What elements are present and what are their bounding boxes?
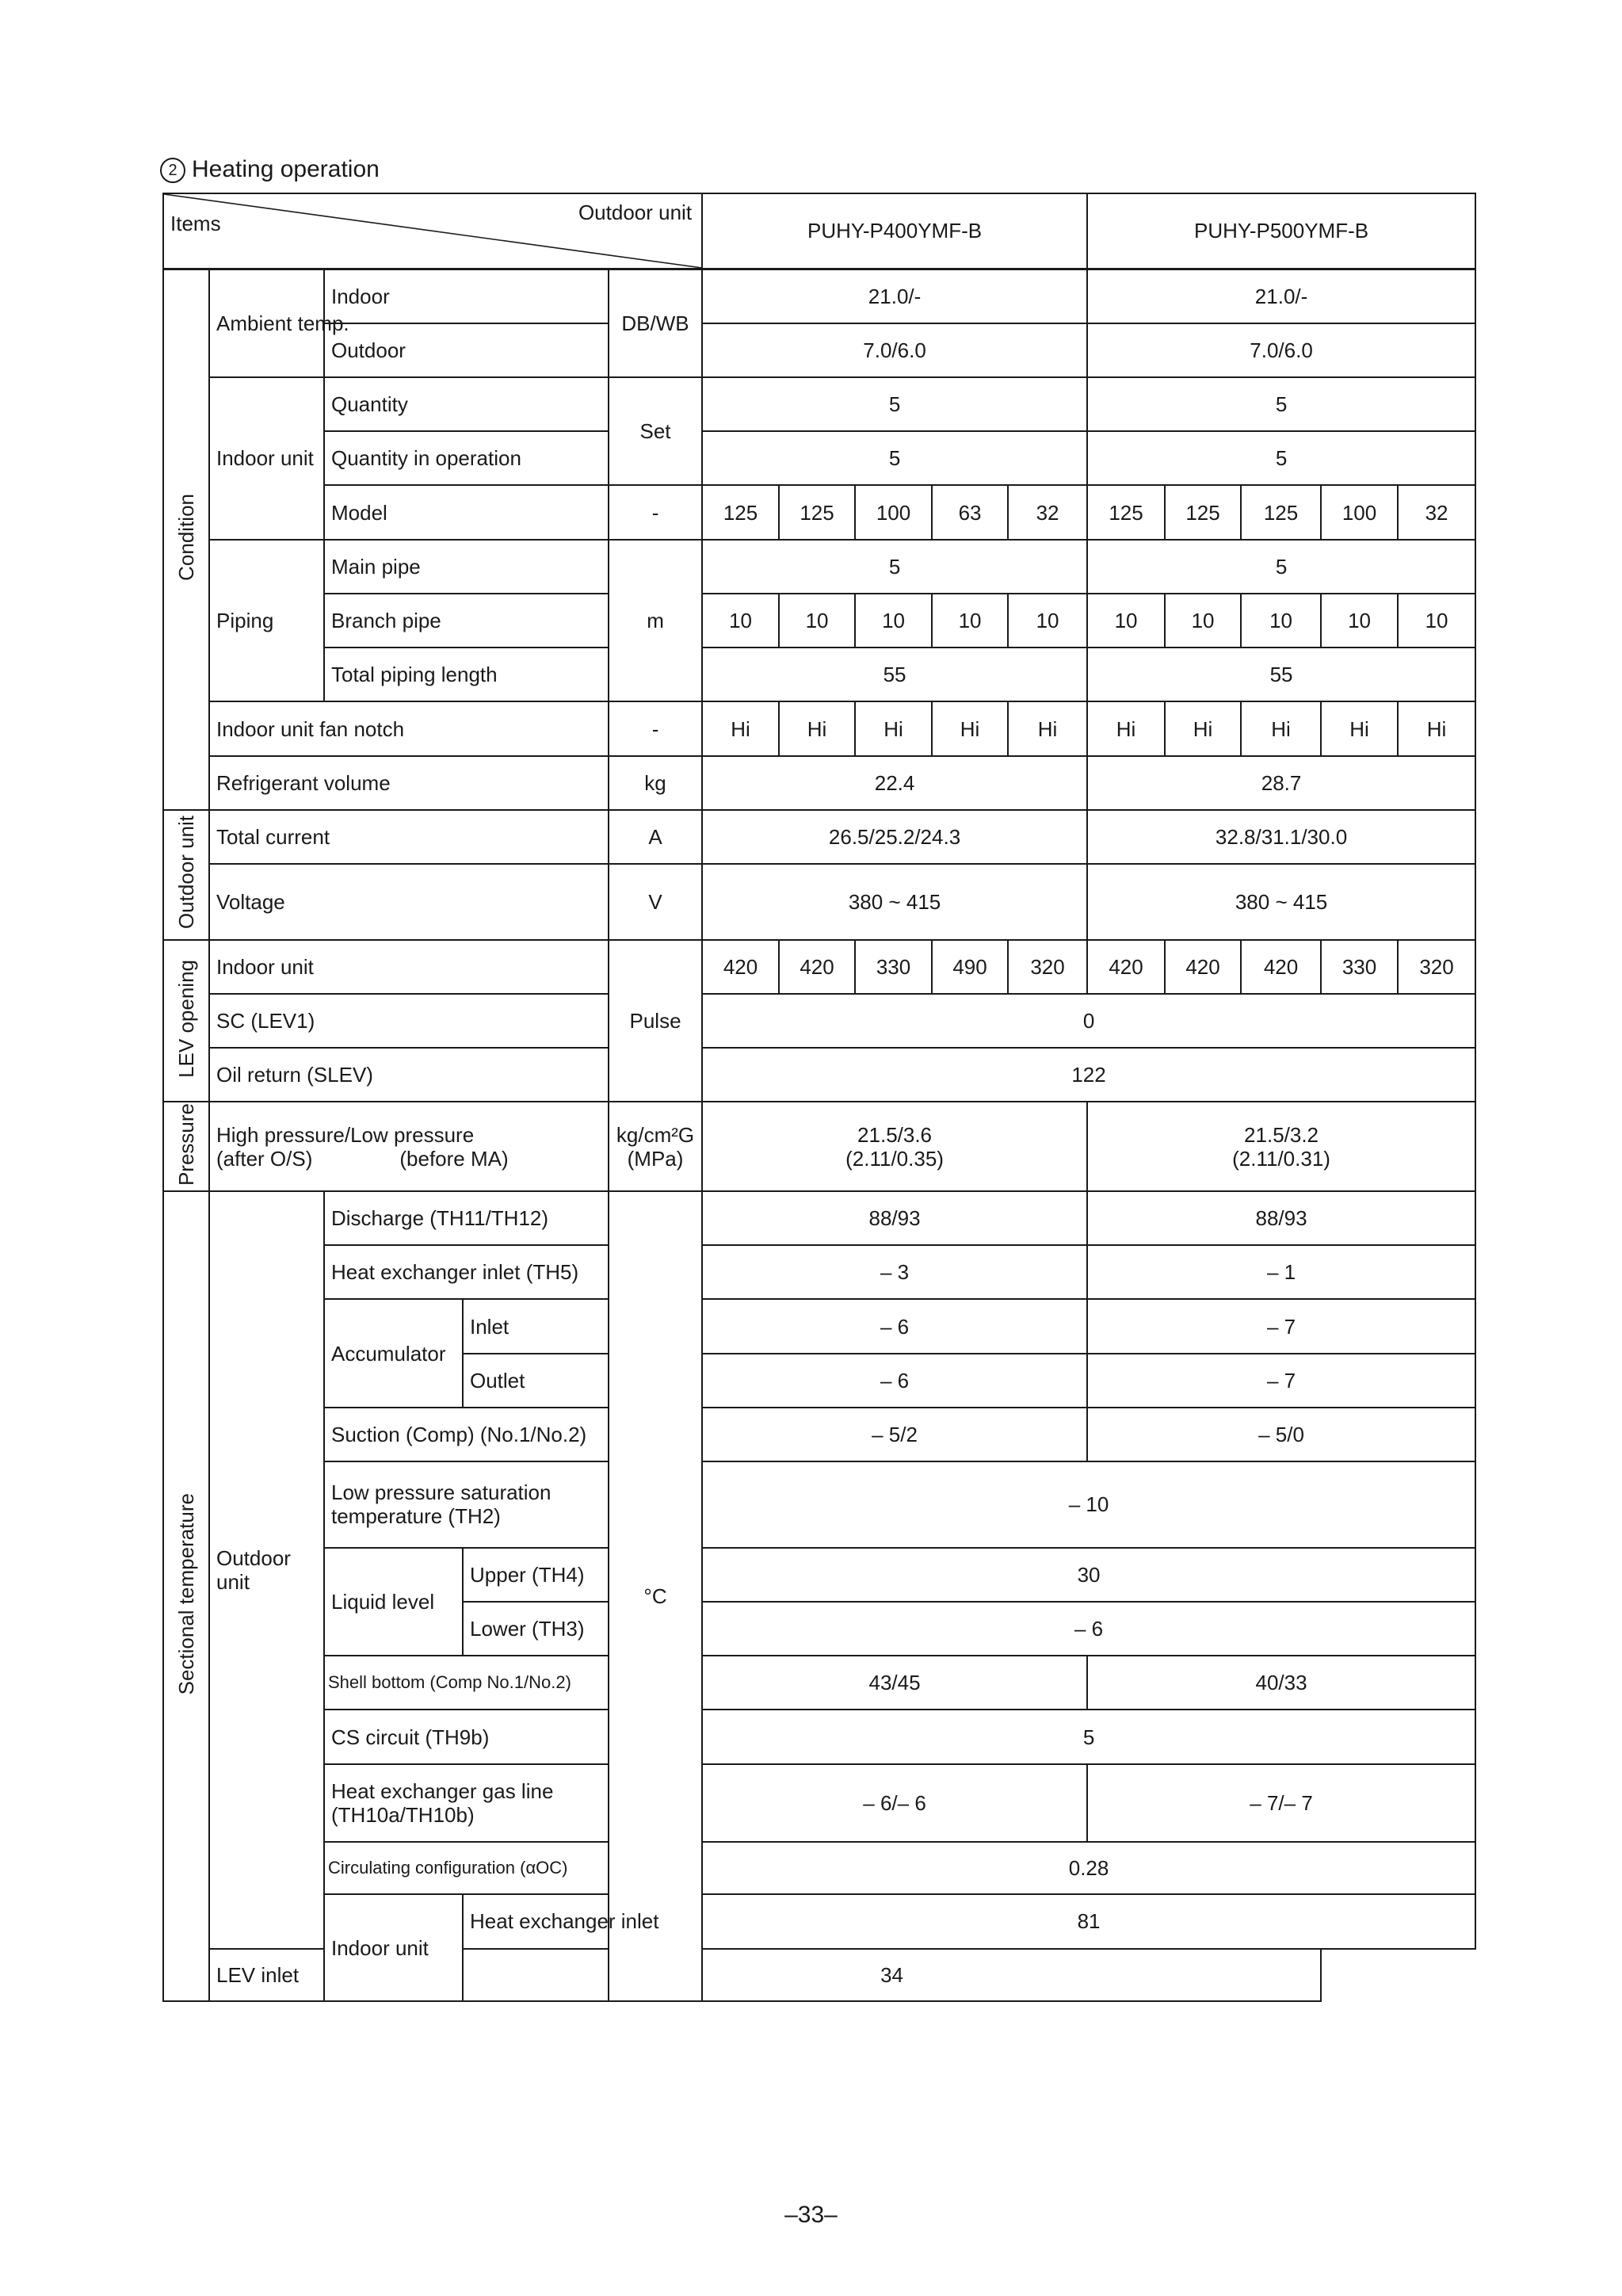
model-unit: -	[609, 485, 702, 539]
hex-inlet-label: Heat exchanger inlet (TH5)	[324, 1245, 609, 1299]
accumulator-label: Accumulator	[324, 1299, 463, 1408]
indoor-unit-label: Indoor unit	[209, 377, 324, 540]
page-number: –33–	[784, 2202, 838, 2228]
low-sat-label: Low pressure saturation temperature (TH2)	[324, 1461, 609, 1547]
quantity-label: Quantity	[324, 377, 609, 431]
section-number: 2	[160, 158, 185, 183]
fan-b-4: Hi	[1321, 701, 1398, 755]
branch-pipe-label: Branch pipe	[324, 594, 609, 648]
total-current-unit: A	[609, 810, 702, 864]
lev-b-1: 420	[1087, 940, 1165, 994]
main-pipe-b: 5	[1087, 540, 1475, 594]
model-label: Model	[324, 485, 609, 539]
discharge-label: Discharge (TH11/TH12)	[324, 1191, 609, 1245]
discharge-a: 88/93	[702, 1191, 1087, 1245]
pressure-group: Pressure	[163, 1102, 209, 1190]
quantity-op-a: 5	[702, 431, 1087, 485]
ambient-outdoor-label: Outdoor	[324, 323, 609, 377]
accumulator-outlet-b: – 7	[1087, 1354, 1475, 1408]
outdoor-unit-group: Outdoor unit	[163, 810, 209, 940]
model-b-2: 125	[1165, 485, 1241, 539]
hex-gas-label: Heat exchanger gas line (TH10a/TH10b)	[324, 1764, 609, 1842]
hex-gas-b: – 7/– 7	[1087, 1764, 1475, 1842]
set-unit: Set	[609, 377, 702, 486]
celsius-unit: °C	[609, 1191, 702, 2001]
lev-a-3: 330	[855, 940, 932, 994]
model-b-1: 125	[1087, 485, 1165, 539]
fan-b-2: Hi	[1165, 701, 1241, 755]
hex-inlet-a: – 3	[702, 1245, 1087, 1299]
lev-a-5: 320	[1008, 940, 1087, 994]
total-current-b: 32.8/31.1/30.0	[1087, 810, 1475, 864]
fan-b-5: Hi	[1398, 701, 1475, 755]
suction-label: Suction (Comp) (No.1/No.2)	[324, 1408, 609, 1461]
refrigerant-a: 22.4	[702, 756, 1087, 810]
sc-lev1-label: SC (LEV1)	[209, 994, 609, 1048]
circ-config-value: 0.28	[702, 1842, 1475, 1894]
fan-notch-label: Indoor unit fan notch	[209, 701, 609, 755]
branch-b-2: 10	[1165, 594, 1241, 648]
accumulator-inlet-a: – 6	[702, 1299, 1087, 1353]
liquid-upper-label: Upper (TH4)	[463, 1548, 609, 1602]
liquid-lower-value: – 6	[702, 1602, 1475, 1656]
quantity-a: 5	[702, 377, 1087, 431]
model-a-2: 125	[779, 485, 855, 539]
sectional-temperature-group: Sectional temperature	[163, 1191, 209, 2001]
branch-a-3: 10	[855, 594, 932, 648]
ambient-outdoor-a: 7.0/6.0	[702, 323, 1087, 377]
fan-b-3: Hi	[1241, 701, 1321, 755]
discharge-b: 88/93	[1087, 1191, 1475, 1245]
voltage-unit: V	[609, 864, 702, 939]
hex-gas-a: – 6/– 6	[702, 1764, 1087, 1842]
lev-b-2: 420	[1165, 940, 1241, 994]
cs-circuit-label: CS circuit (TH9b)	[324, 1710, 609, 1763]
branch-b-4: 10	[1321, 594, 1398, 648]
main-pipe-a: 5	[702, 540, 1087, 594]
lev-opening-group: LEV opening	[163, 940, 209, 1102]
fan-b-1: Hi	[1087, 701, 1165, 755]
model-a-1: 125	[702, 485, 779, 539]
quantity-b: 5	[1087, 377, 1475, 431]
branch-b-5: 10	[1398, 594, 1475, 648]
voltage-a: 380 ~ 415	[702, 864, 1087, 939]
shell-bottom-label: Shell bottom (Comp No.1/No.2)	[324, 1656, 609, 1710]
circ-config-label: Circulating configuration (αOC)	[324, 1842, 609, 1894]
lev-b-3: 420	[1241, 940, 1321, 994]
model-b-header: PUHY-P500YMF-B	[1087, 193, 1475, 269]
in-hex-label: Heat exchanger inlet	[463, 1894, 702, 1948]
lev-b-5: 320	[1398, 940, 1475, 994]
oil-return-label: Oil return (SLEV)	[209, 1048, 609, 1102]
quantity-op-b: 5	[1087, 431, 1475, 485]
fan-a-4: Hi	[932, 701, 1008, 755]
ambient-indoor-b: 21.0/-	[1087, 269, 1475, 323]
header-row	[163, 193, 1475, 269]
lev-b-4: 330	[1321, 940, 1398, 994]
outdoor-unit-header-label: Outdoor unit	[578, 201, 693, 224]
fan-a-5: Hi	[1008, 701, 1087, 755]
accumulator-outlet-label: Outlet	[463, 1354, 609, 1408]
total-current-label: Total current	[209, 810, 609, 864]
pressure-label: High pressure/Low pressure (after O/S) (before MA)	[209, 1102, 609, 1190]
low-sat-value: – 10	[702, 1461, 1475, 1547]
hex-inlet-b: – 1	[1087, 1245, 1475, 1299]
accumulator-inlet-b: – 7	[1087, 1299, 1475, 1353]
model-b-3: 125	[1241, 485, 1321, 539]
model-a-5: 32	[1008, 485, 1087, 539]
heating-operation-table	[162, 193, 1476, 2002]
section-title-text: Heating operation	[192, 156, 380, 182]
branch-b-3: 10	[1241, 594, 1321, 648]
total-piping-label: Total piping length	[324, 648, 609, 701]
liquid-lower-label: Lower (TH3)	[463, 1602, 609, 1656]
branch-a-2: 10	[779, 594, 855, 648]
refrigerant-unit: kg	[609, 756, 702, 810]
in-hex-value: 81	[702, 1894, 1475, 1948]
quantity-op-label: Quantity in operation	[324, 431, 609, 485]
lev-a-1: 420	[702, 940, 779, 994]
sectional-indoor-unit-label: Indoor unit	[324, 1894, 463, 2001]
pressure-a: 21.5/3.6 (2.11/0.35)	[702, 1102, 1087, 1190]
shell-bottom-b: 40/33	[1087, 1656, 1475, 1710]
ambient-temp-label: Ambient temp.	[209, 269, 324, 377]
in-lev-value: 34	[463, 1949, 1321, 2001]
voltage-b: 380 ~ 415	[1087, 864, 1475, 939]
suction-a: – 5/2	[702, 1408, 1087, 1461]
lev-a-2: 420	[779, 940, 855, 994]
in-lev-label: LEV inlet	[209, 1949, 463, 2001]
branch-a-1: 10	[702, 594, 779, 648]
pressure-unit: kg/cm²G (MPa)	[609, 1102, 702, 1190]
liquid-level-label: Liquid level	[324, 1548, 463, 1656]
total-piping-b: 55	[1087, 648, 1475, 701]
branch-b-1: 10	[1087, 594, 1165, 648]
cs-circuit-value: 5	[702, 1710, 1475, 1763]
lev-a-4: 490	[932, 940, 1008, 994]
model-a-4: 63	[932, 485, 1008, 539]
total-piping-a: 55	[702, 648, 1087, 701]
model-a-header: PUHY-P400YMF-B	[702, 193, 1087, 269]
fan-a-1: Hi	[702, 701, 779, 755]
model-b-5: 32	[1398, 485, 1475, 539]
refrigerant-b: 28.7	[1087, 756, 1475, 810]
model-a-3: 100	[855, 485, 932, 539]
oil-return-value: 122	[702, 1048, 1475, 1102]
refrigerant-label: Refrigerant volume	[209, 756, 609, 810]
header-diagonal-cell	[163, 193, 702, 269]
accumulator-outlet-a: – 6	[702, 1354, 1087, 1408]
fan-a-2: Hi	[779, 701, 855, 755]
branch-a-4: 10	[932, 594, 1008, 648]
piping-unit: m	[609, 540, 702, 702]
suction-b: – 5/0	[1087, 1408, 1475, 1461]
section-title	[160, 155, 380, 184]
items-label: Items	[170, 212, 221, 235]
ambient-unit: DB/WB	[609, 269, 702, 377]
total-current-a: 26.5/25.2/24.3	[702, 810, 1087, 864]
lev-indoor-label: Indoor unit	[209, 940, 609, 994]
shell-bottom-a: 43/45	[702, 1656, 1087, 1710]
liquid-upper-value: 30	[702, 1548, 1475, 1602]
branch-a-5: 10	[1008, 594, 1087, 648]
sectional-outdoor-unit-label: Outdoor unit	[209, 1191, 324, 1949]
fan-a-3: Hi	[855, 701, 932, 755]
ambient-indoor-label: Indoor	[324, 269, 609, 323]
accumulator-inlet-label: Inlet	[463, 1299, 609, 1353]
voltage-label: Voltage	[209, 864, 609, 939]
main-pipe-label: Main pipe	[324, 540, 609, 594]
pressure-b: 21.5/3.2 (2.11/0.31)	[1087, 1102, 1475, 1190]
pulse-unit: Pulse	[609, 940, 702, 1102]
ambient-outdoor-b: 7.0/6.0	[1087, 323, 1475, 377]
condition-group: Condition	[163, 269, 209, 810]
sc-lev1-value: 0	[702, 994, 1475, 1048]
piping-label: Piping	[209, 540, 324, 702]
ambient-indoor-a: 21.0/-	[702, 269, 1087, 323]
fan-notch-unit: -	[609, 701, 702, 755]
model-b-4: 100	[1321, 485, 1398, 539]
